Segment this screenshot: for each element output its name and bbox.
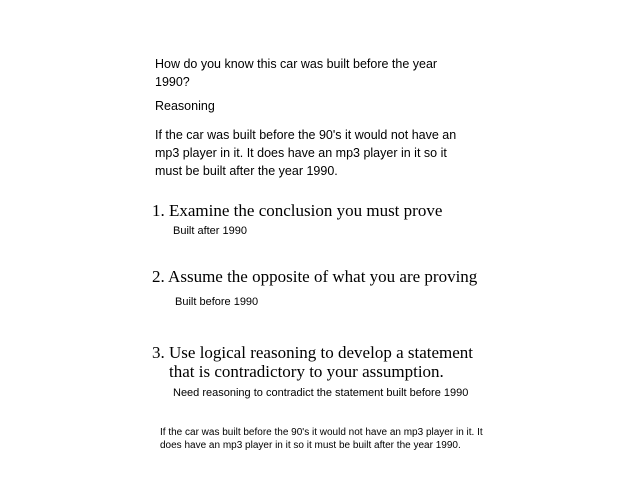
question-line-2: 1990? bbox=[155, 75, 190, 89]
reasoning-line-1: If the car was built before the 90's it would not have an bbox=[155, 128, 457, 142]
step-3-answer: Need reasoning to contradict the statement built before 1990 bbox=[173, 387, 469, 399]
step-1-answer: Built after 1990 bbox=[173, 225, 247, 237]
step-2-answer: Built before 1990 bbox=[175, 296, 259, 308]
reasoning-label: Reasoning bbox=[155, 99, 215, 113]
step-1-heading: 1. Examine the conclusion you must prove bbox=[152, 201, 443, 220]
step-2-heading: 2. Assume the opposite of what you are proving bbox=[152, 267, 478, 286]
conclusion-line-2: does have an mp3 player in it so it must be built after the year 1990. bbox=[160, 440, 461, 451]
question-line-1: How do you know this car was built before the year bbox=[155, 57, 438, 71]
conclusion-line-1: If the car was built before the 90's it would not have an mp3 player in it. It bbox=[160, 427, 483, 438]
reasoning-line-2: mp3 player in it. It does have an mp3 player in it so it bbox=[155, 146, 447, 160]
step-3-heading-line-2: that is contradictory to your assumption. bbox=[169, 362, 444, 381]
step-3-heading-line-1: 3. Use logical reasoning to develop a statement bbox=[152, 343, 474, 362]
reasoning-line-3: must be built after the year 1990. bbox=[155, 164, 338, 178]
